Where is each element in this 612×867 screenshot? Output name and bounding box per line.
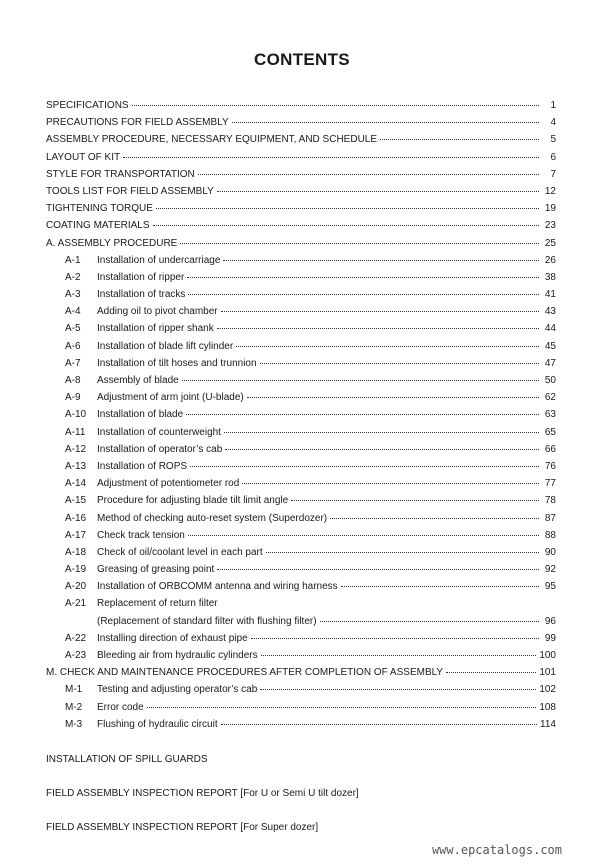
toc-entry[interactable] <box>46 341 556 358</box>
toc-entry-page-number: 43 <box>544 306 556 318</box>
toc-entry-label: LAYOUT OF KIT <box>46 151 121 163</box>
dot-leader <box>221 724 537 725</box>
toc-entry[interactable] <box>46 719 556 736</box>
toc-entry-label: TOOLS LIST FOR FIELD ASSEMBLY <box>46 185 214 197</box>
toc-entry[interactable] <box>46 169 556 186</box>
toc-entry-page-number: 7 <box>550 168 556 180</box>
dot-leader <box>182 380 539 381</box>
dot-leader <box>198 174 539 175</box>
dot-leader <box>224 432 539 433</box>
toc-entry-page-number: 12 <box>544 185 556 197</box>
dot-leader <box>232 122 539 123</box>
toc-entry-number: A-5 <box>65 323 81 335</box>
toc-entry-page-number: 23 <box>544 220 556 232</box>
toc-entry[interactable] <box>46 564 556 581</box>
toc-entry-page-number: 63 <box>544 409 556 421</box>
toc-entry-number: A-10 <box>65 409 87 421</box>
dot-leader <box>217 328 539 329</box>
toc-entry[interactable] <box>46 220 556 237</box>
extra-entry-spill-guards[interactable]: INSTALLATION OF SPILL GUARDS <box>46 754 208 765</box>
toc-entry[interactable] <box>46 495 556 512</box>
toc-entry-number: A-16 <box>65 512 87 524</box>
toc-entry-page-number: 114 <box>540 718 556 730</box>
dot-leader <box>221 311 539 312</box>
toc-entry-label: Installation of ripper <box>97 271 185 283</box>
toc-entry-label: Adjustment of potentiometer rod <box>97 478 240 490</box>
toc-entry-number: A-23 <box>65 650 87 661</box>
toc-entry-number: M-2 <box>65 701 83 713</box>
toc-entry-number: A-18 <box>65 546 87 558</box>
toc-entry[interactable] <box>46 134 556 151</box>
toc-entry-number: A-1 <box>65 254 81 266</box>
dot-leader <box>251 638 539 639</box>
toc-entry-number: A-14 <box>65 478 87 490</box>
toc-entry-page-number: 76 <box>544 460 556 472</box>
toc-entry-page-number: 66 <box>544 443 556 455</box>
toc-entry-page-number: 19 <box>544 203 556 215</box>
toc-entry-label: Replacement of return filter <box>97 598 218 610</box>
toc-entry[interactable] <box>46 289 556 306</box>
toc-entry-label: Method of checking auto-reset system (Superdozer) <box>97 512 328 524</box>
extra-entry-inspection-report-super[interactable]: FIELD ASSEMBLY INSPECTION REPORT [For Super dozer] <box>46 822 319 833</box>
toc-entry-number: A-7 <box>65 357 81 369</box>
toc-entry-label: Installation of ROPS <box>97 460 188 472</box>
toc-entry-number: A-3 <box>65 289 81 301</box>
dot-leader <box>190 466 539 467</box>
toc-entry[interactable] <box>46 255 556 272</box>
toc-entry-number: A-20 <box>65 581 87 593</box>
toc-entry-page-number: 47 <box>544 357 556 369</box>
toc-entry[interactable] <box>46 409 556 426</box>
toc-entry-page-number: 25 <box>544 237 556 249</box>
dot-leader <box>266 552 539 553</box>
toc-entry-number: M-1 <box>65 684 83 696</box>
dot-leader <box>446 672 536 673</box>
toc-entry[interactable] <box>46 392 556 409</box>
dot-leader <box>217 569 539 570</box>
dot-leader <box>236 346 539 347</box>
toc-entry-page-number: 38 <box>544 271 556 283</box>
dot-leader <box>180 243 539 244</box>
dot-leader <box>380 139 539 140</box>
toc-entry-page-number: 1 <box>550 100 556 111</box>
toc-entry-label: Installation of operator’s cab <box>97 443 223 455</box>
dot-leader <box>186 414 539 415</box>
toc-entry-page-number: 90 <box>544 546 556 558</box>
toc-entry-page-number: 78 <box>544 495 556 507</box>
toc-entry-label: Procedure for adjusting blade tilt limit angle <box>97 495 289 507</box>
toc-entry[interactable] <box>46 186 556 203</box>
toc-entry-number: A-22 <box>65 632 87 644</box>
toc-entry-label: Greasing of greasing point <box>97 564 215 576</box>
toc-entry[interactable] <box>46 581 556 598</box>
toc-entry-label: Installation of ORBCOMM antenna and wiring harness <box>97 581 338 593</box>
toc-entry[interactable] <box>46 530 556 547</box>
dot-leader <box>320 621 539 622</box>
toc-entry[interactable] <box>46 117 556 134</box>
toc-entry[interactable] <box>46 375 556 392</box>
toc-entry-number: A-19 <box>65 564 87 576</box>
dot-leader <box>260 363 539 364</box>
toc-entry[interactable] <box>46 702 556 719</box>
dot-leader <box>261 655 537 656</box>
toc-entry-label: Installation of counterweight <box>97 426 221 438</box>
dot-leader <box>291 500 539 501</box>
toc-entry-label: STYLE FOR TRANSPORTATION <box>46 168 195 180</box>
dot-leader <box>225 449 539 450</box>
toc-entry-label: ASSEMBLY PROCEDURE, NECESSARY EQUIPMENT, AND SCHEDULE <box>46 134 378 146</box>
toc-entry-page-number: 50 <box>544 375 556 386</box>
extra-entry-inspection-report-u[interactable]: FIELD ASSEMBLY INSPECTION REPORT [For U or Semi U tilt dozer] <box>46 788 359 799</box>
toc-entry[interactable] <box>46 650 556 667</box>
toc-entry-page-number: 5 <box>550 134 556 146</box>
dot-leader <box>341 586 539 587</box>
toc-entry-label: Installation of tracks <box>97 289 186 301</box>
toc-entry-page-number: 45 <box>544 340 556 352</box>
toc-entry[interactable] <box>46 272 556 289</box>
dot-leader <box>217 191 539 192</box>
toc-entry-page-number: 99 <box>544 632 556 644</box>
toc-entry-number: A-4 <box>65 306 81 318</box>
toc-entry-label: Flushing of hydraulic circuit <box>97 718 218 730</box>
dot-leader <box>247 397 539 398</box>
toc-entry-label: Installation of blade <box>97 409 184 421</box>
toc-entry-label: PRECAUTIONS FOR FIELD ASSEMBLY <box>46 117 229 129</box>
toc-entry[interactable] <box>46 358 556 375</box>
toc-entry-label: Installation of ripper shank <box>97 323 214 335</box>
toc-entry[interactable] <box>46 152 556 169</box>
toc-entry-number: A-2 <box>65 271 81 283</box>
toc-entry-label: TIGHTENING TORQUE <box>46 203 153 215</box>
toc-entry-label: Check of oil/coolant level in each part <box>97 546 263 558</box>
toc-entry-page-number: 95 <box>544 581 556 593</box>
toc-entry[interactable] <box>46 444 556 461</box>
toc-entry[interactable] <box>46 306 556 323</box>
dot-leader <box>123 157 539 158</box>
dot-leader <box>132 105 539 106</box>
toc-entry-page-number: 101 <box>539 667 556 679</box>
toc-entry-label: (Replacement of standard filter with flushing filter) <box>97 615 317 627</box>
toc-entry-page-number: 108 <box>539 701 556 713</box>
toc-entry-page-number: 4 <box>550 117 556 129</box>
toc-entry[interactable] <box>46 616 556 633</box>
dot-leader <box>147 707 537 708</box>
dot-leader <box>188 535 539 536</box>
toc-entry-number: M-3 <box>65 718 83 730</box>
dot-leader <box>242 483 539 484</box>
toc-entry[interactable] <box>46 427 556 444</box>
toc-entry-number: A-13 <box>65 460 87 472</box>
dot-leader <box>330 518 539 519</box>
toc-entry-label: Adjustment of arm joint (U-blade) <box>97 392 244 404</box>
toc-entry[interactable] <box>46 667 556 684</box>
toc-entry-label: COATING MATERIALS <box>46 220 150 232</box>
toc-entry-number: A-17 <box>65 529 87 541</box>
toc-entry-page-number: 88 <box>544 529 556 541</box>
dot-leader <box>188 294 539 295</box>
toc-entry[interactable] <box>46 323 556 340</box>
toc-entry-label: Testing and adjusting operator’s cab <box>97 684 258 696</box>
toc-entry-label: Installation of tilt hoses and trunnion <box>97 357 257 369</box>
toc-entry[interactable] <box>46 598 556 615</box>
toc-entry-page-number: 41 <box>544 289 556 301</box>
toc-entry-page-number: 44 <box>544 323 556 335</box>
toc-entry-label: Adding oil to pivot chamber <box>97 306 218 318</box>
table-of-contents <box>46 100 556 736</box>
toc-entry-page-number: 62 <box>544 392 556 404</box>
toc-entry-label: Error code <box>97 701 144 713</box>
toc-entry-label: SPECIFICATIONS <box>46 100 129 111</box>
toc-entry-page-number: 102 <box>539 684 556 696</box>
toc-entry[interactable] <box>46 513 556 530</box>
toc-entry-number: A-12 <box>65 443 87 455</box>
toc-entry[interactable] <box>46 684 556 701</box>
toc-entry[interactable] <box>46 203 556 220</box>
toc-entry-page-number: 26 <box>544 254 556 266</box>
toc-entry-label: Installation of blade lift cylinder <box>97 340 234 352</box>
toc-entry-label: Assembly of blade <box>97 375 179 386</box>
toc-entry[interactable] <box>46 547 556 564</box>
toc-entry-page-number: 100 <box>539 650 556 661</box>
toc-entry-label: Installation of undercarriage <box>97 254 221 266</box>
page-title: CONTENTS <box>254 50 350 69</box>
toc-entry-number: A-6 <box>65 340 81 352</box>
toc-entry-page-number: 96 <box>544 615 556 627</box>
toc-entry-page-number: 65 <box>544 426 556 438</box>
toc-entry-page-number: 77 <box>544 478 556 490</box>
toc-entry[interactable] <box>46 461 556 478</box>
toc-entry-page-number: 87 <box>544 512 556 524</box>
toc-entry-number: A-9 <box>65 392 81 404</box>
toc-entry-label: M. CHECK AND MAINTENANCE PROCEDURES AFTER COMPLETION OF ASSEMBLY <box>46 667 444 679</box>
toc-entry-number: A-8 <box>65 375 81 386</box>
toc-entry-number: A-11 <box>65 426 86 438</box>
toc-entry-label: A. ASSEMBLY PROCEDURE <box>46 237 178 249</box>
dot-leader <box>260 689 536 690</box>
toc-entry-page-number: 92 <box>544 564 556 576</box>
toc-entry-page-number: 6 <box>550 151 556 163</box>
toc-entry[interactable] <box>46 478 556 495</box>
dot-leader <box>153 225 539 226</box>
toc-entry[interactable] <box>46 100 556 117</box>
toc-entry[interactable] <box>46 238 556 255</box>
toc-entry-number: A-15 <box>65 495 87 507</box>
toc-entry-label: Installing direction of exhaust pipe <box>97 632 248 644</box>
toc-entry[interactable] <box>46 633 556 650</box>
toc-entry-number: A-21 <box>65 598 87 610</box>
toc-entry-label: Check track tension <box>97 529 185 541</box>
toc-entry-label: Bleeding air from hydraulic cylinders <box>97 650 258 661</box>
dot-leader <box>156 208 539 209</box>
dot-leader <box>223 260 539 261</box>
watermark: www.epcatalogs.com <box>431 843 562 857</box>
dot-leader <box>187 277 539 278</box>
